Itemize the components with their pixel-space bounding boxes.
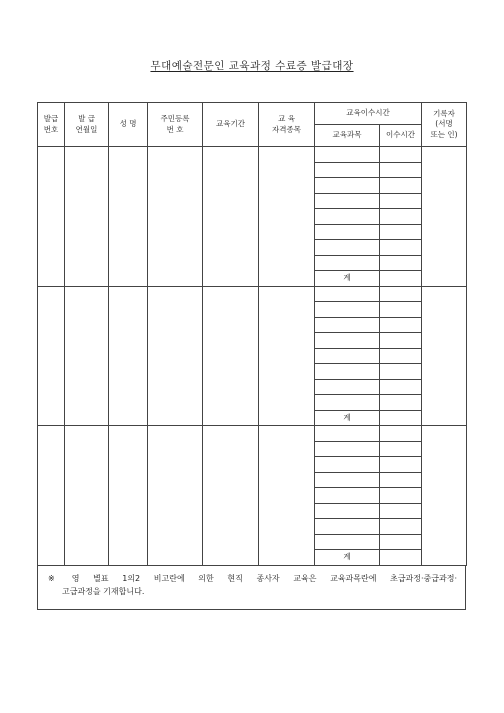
cell-course[interactable] bbox=[315, 488, 380, 504]
record-row bbox=[38, 147, 467, 163]
cell-hours[interactable] bbox=[380, 410, 422, 426]
cell-qualification[interactable] bbox=[259, 426, 315, 566]
cell-hours[interactable] bbox=[380, 317, 422, 333]
cell-hours[interactable] bbox=[380, 503, 422, 519]
note-line-1: 영 별표 1의2 비고란에 의한 현직 종사자 교육은 교육과목란에 초급과정·중급과정· bbox=[71, 574, 458, 583]
cell-hours[interactable] bbox=[380, 209, 422, 225]
cell-hours[interactable] bbox=[380, 271, 422, 287]
cell-course[interactable] bbox=[315, 457, 380, 473]
header-hours-group: 교육이수시간 bbox=[315, 103, 422, 125]
cell-qualification[interactable] bbox=[259, 286, 315, 426]
total-label: 계 bbox=[315, 550, 380, 566]
cell-course[interactable] bbox=[315, 534, 380, 550]
cell-course[interactable] bbox=[315, 193, 380, 209]
cell-course[interactable] bbox=[315, 472, 380, 488]
cell-course[interactable] bbox=[315, 162, 380, 178]
cell-recorder[interactable] bbox=[422, 147, 467, 287]
cell-course[interactable] bbox=[315, 395, 380, 411]
record-row bbox=[38, 286, 467, 302]
cell-hours[interactable] bbox=[380, 240, 422, 256]
cell-issue-no[interactable] bbox=[38, 147, 65, 287]
cell-hours[interactable] bbox=[380, 395, 422, 411]
issuance-register-table bbox=[37, 102, 467, 566]
record-row bbox=[38, 426, 467, 442]
cell-hours[interactable] bbox=[380, 472, 422, 488]
cell-period[interactable] bbox=[203, 147, 259, 287]
cell-course[interactable] bbox=[315, 379, 380, 395]
cell-period[interactable] bbox=[203, 426, 259, 566]
cell-course[interactable] bbox=[315, 147, 380, 163]
footnote bbox=[37, 566, 466, 610]
cell-course[interactable] bbox=[315, 286, 380, 302]
cell-course[interactable] bbox=[315, 255, 380, 271]
cell-recorder[interactable] bbox=[422, 286, 467, 426]
cell-hours[interactable] bbox=[380, 224, 422, 240]
cell-hours[interactable] bbox=[380, 302, 422, 318]
cell-hours[interactable] bbox=[380, 519, 422, 535]
cell-course[interactable] bbox=[315, 302, 380, 318]
cell-course[interactable] bbox=[315, 240, 380, 256]
cell-course[interactable] bbox=[315, 519, 380, 535]
cell-course[interactable] bbox=[315, 224, 380, 240]
header-issue-date: 발 급 연월일 bbox=[65, 103, 109, 147]
cell-issue-no[interactable] bbox=[38, 426, 65, 566]
header-course: 교육과목 bbox=[315, 125, 380, 147]
cell-course[interactable] bbox=[315, 503, 380, 519]
cell-issue-date[interactable] bbox=[65, 147, 109, 287]
cell-course[interactable] bbox=[315, 441, 380, 457]
cell-resident-no[interactable] bbox=[148, 286, 203, 426]
header-period: 교육기간 bbox=[203, 103, 259, 147]
cell-course[interactable] bbox=[315, 317, 380, 333]
cell-hours[interactable] bbox=[380, 193, 422, 209]
cell-resident-no[interactable] bbox=[148, 147, 203, 287]
cell-hours[interactable] bbox=[380, 147, 422, 163]
cell-hours[interactable] bbox=[380, 162, 422, 178]
cell-hours[interactable] bbox=[380, 333, 422, 349]
total-label: 계 bbox=[315, 271, 380, 287]
cell-name[interactable] bbox=[109, 286, 148, 426]
header-recorder: 기록자 (서명 또는 인) bbox=[422, 103, 467, 147]
cell-resident-no[interactable] bbox=[148, 426, 203, 566]
header-name: 성 명 bbox=[109, 103, 148, 147]
document-title: 무대예술전문인 교육과정 수료증 발급대장 bbox=[150, 60, 354, 72]
cell-course[interactable] bbox=[315, 364, 380, 380]
cell-hours[interactable] bbox=[380, 488, 422, 504]
note-line-2: 고급과정을 기재합니다. bbox=[62, 586, 145, 596]
cell-name[interactable] bbox=[109, 147, 148, 287]
cell-course[interactable] bbox=[315, 426, 380, 442]
cell-hours[interactable] bbox=[380, 550, 422, 566]
cell-issue-date[interactable] bbox=[65, 426, 109, 566]
header-hours: 이수시간 bbox=[380, 125, 422, 147]
cell-course[interactable] bbox=[315, 333, 380, 349]
cell-recorder[interactable] bbox=[422, 426, 467, 566]
cell-hours[interactable] bbox=[380, 178, 422, 194]
cell-course[interactable] bbox=[315, 178, 380, 194]
cell-hours[interactable] bbox=[380, 426, 422, 442]
cell-qualification[interactable] bbox=[259, 147, 315, 287]
header-row-top bbox=[38, 103, 467, 125]
cell-hours[interactable] bbox=[380, 286, 422, 302]
cell-hours[interactable] bbox=[380, 379, 422, 395]
total-label: 계 bbox=[315, 410, 380, 426]
cell-period[interactable] bbox=[203, 286, 259, 426]
cell-hours[interactable] bbox=[380, 348, 422, 364]
cell-hours[interactable] bbox=[380, 441, 422, 457]
cell-hours[interactable] bbox=[380, 534, 422, 550]
cell-hours[interactable] bbox=[380, 364, 422, 380]
cell-issue-date[interactable] bbox=[65, 286, 109, 426]
cell-course[interactable] bbox=[315, 348, 380, 364]
header-qualification: 교 육 자격종목 bbox=[259, 103, 315, 147]
cell-course[interactable] bbox=[315, 209, 380, 225]
cell-issue-no[interactable] bbox=[38, 286, 65, 426]
note-mark: ※ bbox=[48, 574, 66, 583]
cell-hours[interactable] bbox=[380, 457, 422, 473]
header-issue-no: 발급 번호 bbox=[38, 103, 65, 147]
cell-hours[interactable] bbox=[380, 255, 422, 271]
header-resident-no: 주민등록 번 호 bbox=[148, 103, 203, 147]
cell-name[interactable] bbox=[109, 426, 148, 566]
